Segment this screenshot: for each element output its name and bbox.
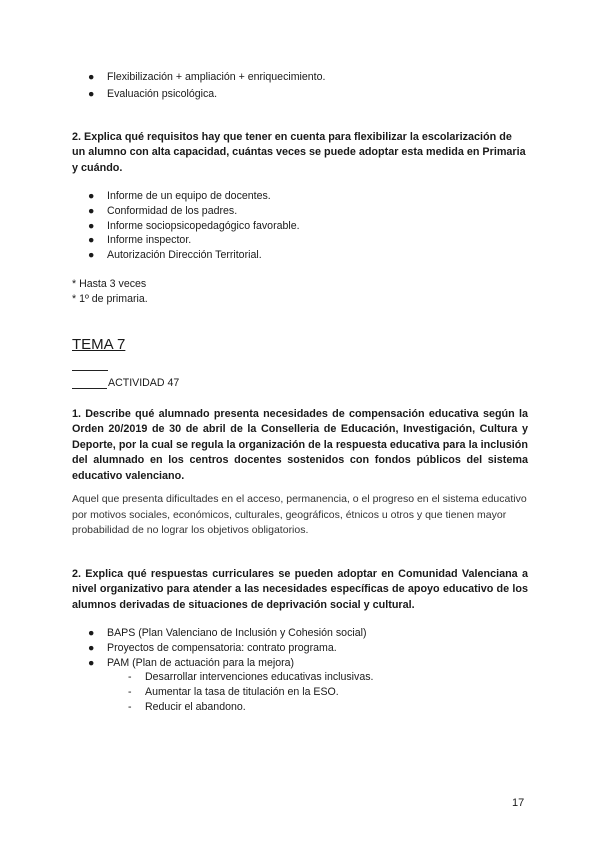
answer-1: Aquel que presenta dificultades en el acceso, permanencia, o el progreso en el sistema educativo por motivos sociales, económicos, culturales, geográficos, étnicos u otros y que tienen mayor probabilidad de no lograr los objetivos obligatorios.	[72, 493, 527, 536]
underline-rule	[72, 370, 108, 371]
bullet-icon: ●	[88, 249, 95, 261]
bullet-icon: ●	[88, 205, 95, 217]
dash-icon: -	[128, 671, 132, 683]
bullet-icon: ●	[88, 71, 95, 83]
question-1: 1. Describe qué alumnado presenta necesidades de compensación educativa según la Orden 20/2019 de 30 de abril de la Conselleria de Educación, Investigación, Cultura y Deporte, por la cual se regula la organización de la respuesta educativa para la inclusión del alumnado en los centros docentes sostenidos con fondos públicos del sistema educativo valenciano.	[72, 408, 528, 482]
question-2b: 2. Explica qué respuestas curriculares se pueden adoptar en Comunidad Valenciana a nivel organizativo para atender a las necesidades específicas de apoyo educativo de los alumnos derivadas de situaciones de deprivación social y cultural.	[72, 568, 528, 611]
page-title: TEMA 7	[72, 336, 126, 353]
dash-icon: -	[128, 701, 132, 713]
question-2a: 2. Explica qué requisitos hay que tener en cuenta para flexibilizar la escolarización de un alumno con alta capacidad, cuántas veces se puede adoptar esta medida en Primaria y cuándo.	[72, 131, 526, 174]
note: * 1º de primaria.	[72, 293, 148, 305]
bullet-icon: ●	[88, 88, 95, 100]
bullet-icon: ●	[88, 657, 95, 669]
bullet-icon: ●	[88, 627, 95, 639]
bullet-icon: ●	[88, 642, 95, 654]
note: * Hasta 3 veces	[72, 278, 147, 290]
bullet-icon: ●	[88, 220, 95, 232]
underline-rule	[72, 388, 107, 389]
bullet-icon: ●	[88, 190, 95, 202]
page-number: 17	[512, 797, 525, 809]
bullet-icon: ●	[88, 234, 95, 246]
activity-label: ACTIVIDAD 47	[108, 377, 180, 389]
dash-icon: -	[128, 686, 132, 698]
